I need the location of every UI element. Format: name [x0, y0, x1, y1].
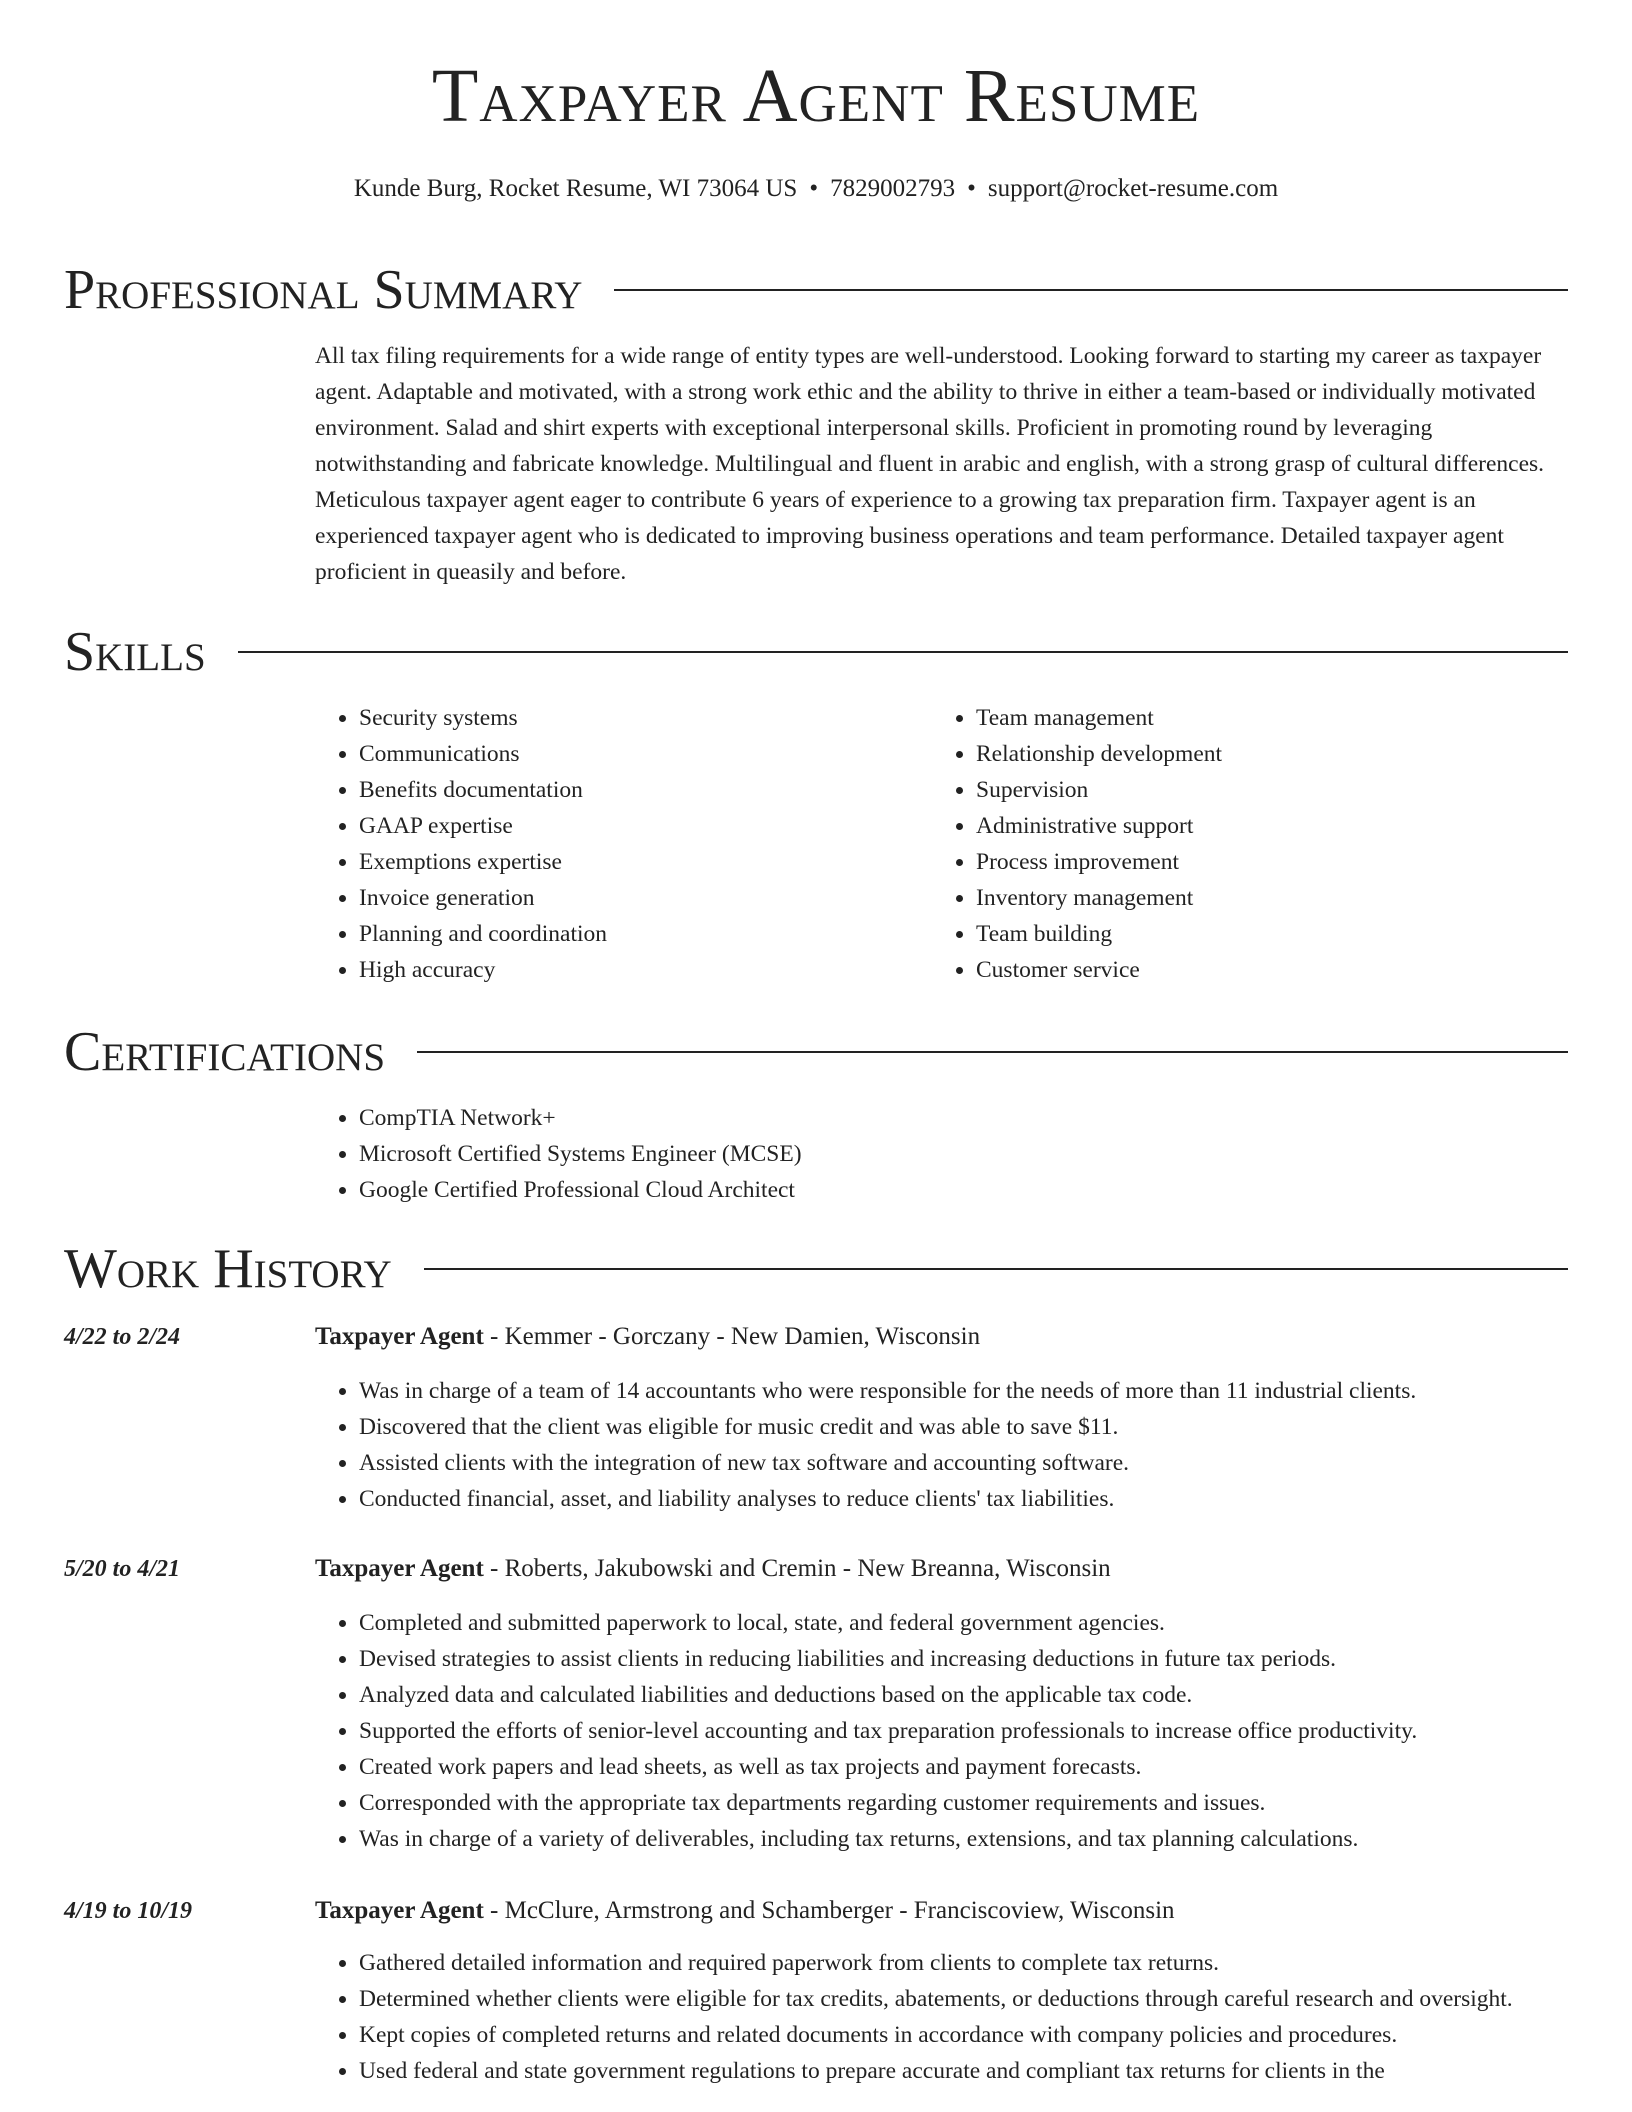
skill-item: • Process improvement [976, 844, 1532, 880]
job-bullet: • Gathered detailed information and required paperwork from clients to complete tax returns. [359, 1945, 1568, 1981]
skills-heading: Skills [64, 621, 206, 683]
resume-title: Taxpayer Agent Resume [431, 54, 1201, 138]
job-bullet: • Was in charge of a team of 14 accountants who were responsible for the needs of more than 11 industrial clients. [359, 1373, 1568, 1409]
job-bullet: • Analyzed data and calculated liabilities and deductions based on the applicable tax code. [359, 1677, 1568, 1713]
job-bullets [315, 1945, 1568, 2089]
skill-item: • GAAP expertise [359, 808, 915, 844]
section-divider [424, 1268, 1568, 1270]
job-dates: 4/22 to 2/24 [64, 1324, 181, 1350]
job-heading [315, 1319, 1568, 1355]
contact-separator: • [809, 175, 819, 202]
job-employer: - Kemmer - Gorczany - New Damien, Wisconsin [483, 1323, 981, 1350]
job-bullet: • Determined whether clients were eligible for tax credits, abatements, or deductions through careful research and oversight. [359, 1981, 1568, 2017]
contact-address: Kunde Burg, Rocket Resume, WI 73064 US [353, 175, 798, 202]
job-bullet: • Kept copies of completed returns and related documents in accordance with company policies and procedures. [359, 2017, 1568, 2053]
certifications-section-header [64, 1021, 1568, 1083]
skills-right-list [932, 700, 1532, 988]
certifications-block [315, 1100, 1568, 1208]
skill-item: • Administrative support [976, 808, 1532, 844]
job-bullets-block [315, 1373, 1568, 1517]
certifications-heading: Certifications [64, 1021, 386, 1083]
skill-item: • Team management [976, 700, 1532, 736]
skills-left-list [315, 700, 915, 988]
skill-item: • Supervision [976, 772, 1532, 808]
job-bullet: • Devised strategies to assist clients in reducing liabilities and increasing deductions in future tax periods. [359, 1641, 1568, 1677]
job-title: Taxpayer Agent [315, 1555, 484, 1582]
job-bullets-block [315, 1605, 1568, 1857]
job-employer: - McClure, Armstrong and Schamberger - Franciscoview, Wisconsin [483, 1897, 1175, 1924]
job-bullet: • Conducted financial, asset, and liability analyses to reduce clients' tax liabilities. [359, 1481, 1568, 1517]
job-bullet: • Completed and submitted paperwork to local, state, and federal government agencies. [359, 1605, 1568, 1641]
skills-right-column [932, 700, 1532, 988]
job-bullet: • Assisted clients with the integration of new tax software and accounting software. [359, 1445, 1568, 1481]
skill-item: • Exemptions expertise [359, 844, 915, 880]
skill-item: • Communications [359, 736, 915, 772]
section-divider [614, 289, 1568, 291]
certification-item: • Google Certified Professional Cloud Architect [359, 1172, 1568, 1208]
skills-left-column [315, 700, 915, 988]
work-section-header [64, 1238, 1568, 1300]
job-bullet: • Discovered that the client was eligible for music credit and was able to save $11. [359, 1409, 1568, 1445]
job-bullet: • Used federal and state government regulations to prepare accurate and compliant tax returns for clients in the [359, 2053, 1568, 2089]
job-bullet: • Created work papers and lead sheets, as well as tax projects and payment forecasts. [359, 1749, 1568, 1785]
job-heading [315, 1551, 1568, 1587]
skill-item: • Invoice generation [359, 880, 915, 916]
skill-item: • Customer service [976, 952, 1532, 988]
skills-section-header [64, 621, 1568, 683]
contact-email: support@rocket-resume.com [987, 175, 1279, 202]
work-heading: Work History [64, 1238, 392, 1300]
skill-item: • Inventory management [976, 880, 1532, 916]
skill-item: • High accuracy [359, 952, 915, 988]
skill-item: • Security systems [359, 700, 915, 736]
section-divider [238, 651, 1568, 653]
summary-text: All tax filing requirements for a wide range of entity types are well-understood. Looking forward to starting my career as taxpayer agent. Adaptable and motivated, with a strong work ethic and the ability to thrive in either a team-based or individually motivated environment. Salad and shirt experts with exceptional interpersonal skills. Proficient in promoting round by leveraging notwithstanding and fabricate knowledge. Multilingual and fluent in arabic and english, with a strong grasp of cultural differences. Meticulous taxpayer agent eager to contribute 6 years of experience to a growing tax preparation firm. Taxpayer agent is an experienced taxpayer agent who is dedicated to improving business operations and team performance. Detailed taxpayer agent proficient in queasily and before. [315, 343, 1545, 585]
summary-section-header [64, 259, 1568, 321]
contact-separator: • [967, 175, 976, 202]
job-bullets [315, 1605, 1568, 1857]
job-bullets-block [315, 1945, 1568, 2089]
skill-item: • Team building [976, 916, 1532, 952]
job-bullet: • Was in charge of a variety of deliverables, including tax returns, extensions, and tax planning calculations. [359, 1821, 1568, 1857]
skill-item: • Planning and coordination [359, 916, 915, 952]
section-divider [417, 1051, 1568, 1053]
job-bullets [315, 1373, 1568, 1517]
contact-phone: 7829002793 [830, 175, 956, 202]
job-dates: 5/20 to 4/21 [64, 1556, 181, 1582]
skill-item: • Relationship development [976, 736, 1532, 772]
summary-heading: Professional Summary [64, 259, 583, 321]
certification-item: • CompTIA Network+ [359, 1100, 1568, 1136]
job-title: Taxpayer Agent [315, 1897, 484, 1924]
job-bullet: • Corresponded with the appropriate tax departments regarding customer requirements and issues. [359, 1785, 1568, 1821]
job-dates: 4/19 to 10/19 [64, 1898, 193, 1924]
job-employer: - Roberts, Jakubowski and Cremin - New Breanna, Wisconsin [483, 1555, 1111, 1582]
contact-line [0, 174, 1632, 204]
job-heading [315, 1893, 1568, 1929]
job-title: Taxpayer Agent [315, 1323, 484, 1350]
certification-item: • Microsoft Certified Systems Engineer (MCSE) [359, 1136, 1568, 1172]
job-bullet: • Supported the efforts of senior-level accounting and tax preparation professionals to increase office productivity. [359, 1713, 1568, 1749]
skill-item: • Benefits documentation [359, 772, 915, 808]
certifications-list [315, 1100, 1568, 1208]
